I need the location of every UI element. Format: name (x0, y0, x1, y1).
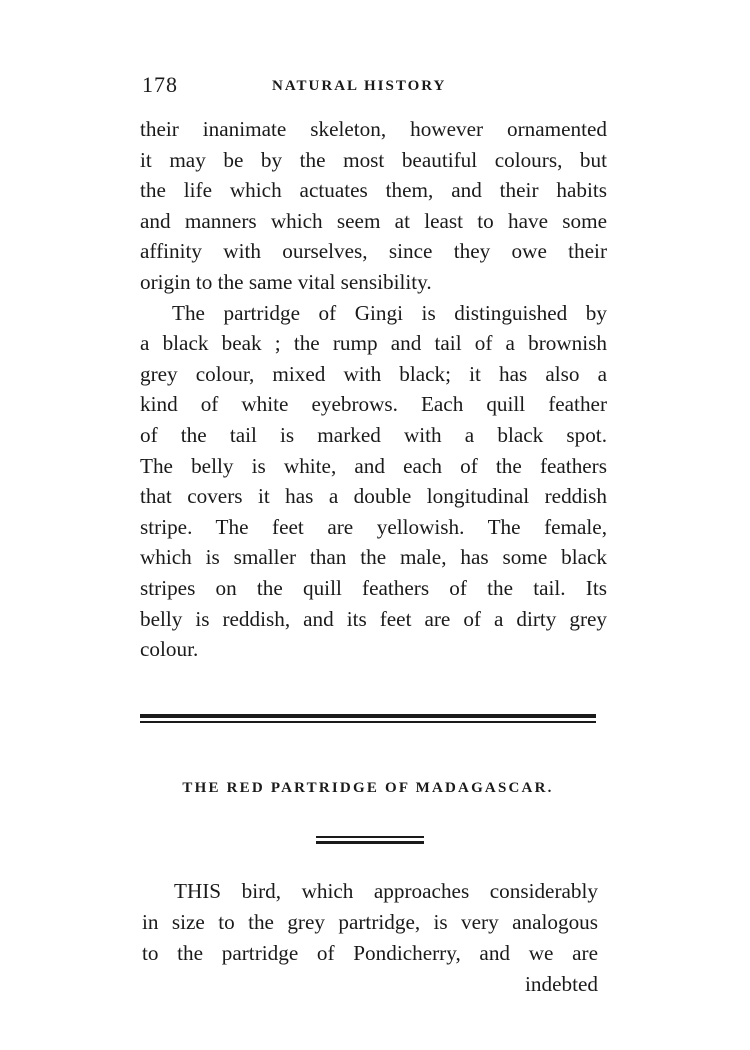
text-line: grey colour, mixed with black; it has also a (140, 361, 607, 386)
text-line: that covers it has a double longitudinal reddish (140, 484, 607, 509)
text-line: which is smaller than the male, has some black (140, 545, 607, 570)
divider-thin-line (140, 721, 596, 723)
text-line: The belly is white, and each of the feathers (140, 453, 607, 478)
text-line: stripes on the quill feathers of the tail. Its (140, 575, 607, 600)
ornament-line-bottom (316, 841, 424, 844)
section-heading: THE RED PARTRIDGE OF MADAGASCAR. (182, 780, 554, 796)
text-line: colour. (140, 637, 199, 662)
paragraph-2 (140, 298, 607, 665)
text-line: affinity with ourselves, since they owe their (140, 239, 607, 264)
divider-thick-line (140, 714, 596, 718)
section-text-block (142, 876, 598, 1000)
text-line: in size to the grey partridge, is very analogous (142, 910, 598, 934)
text-line: to the partridge of Pondicherry, and we are (142, 941, 598, 965)
text-line: of the tail is marked with a black spot. (140, 422, 607, 447)
paragraph-1 (140, 114, 607, 298)
text-line: and manners which seem at least to have some (140, 208, 607, 233)
section-divider (140, 714, 596, 726)
heading-ornament-rule (316, 836, 424, 846)
main-text-block (140, 114, 607, 665)
page-header (142, 72, 612, 102)
text-line: The partridge of Gingi is distinguished by (172, 300, 607, 325)
text-line: it may be by the most beautiful colours, but (140, 147, 607, 172)
catchword: indebted (525, 972, 598, 996)
text-line: their inanimate skeleton, however ornamented (140, 117, 607, 141)
page-number: 178 (142, 72, 178, 97)
running-title: NATURAL HISTORY (272, 78, 447, 94)
text-line: a black beak ; the rump and tail of a brownish (140, 331, 607, 356)
text-line: belly is reddish, and its feet are of a dirty grey (140, 606, 607, 631)
text-line: kind of white eyebrows. Each quill feather (140, 392, 607, 417)
text-line: origin to the same vital sensibility. (140, 269, 432, 294)
text-line: stripe. The feet are yellowish. The female, (140, 514, 607, 539)
ornament-line-top (316, 836, 424, 838)
text-line: THIS bird, which approaches considerably (174, 879, 598, 903)
text-line: the life which actuates them, and their habits (140, 178, 607, 203)
